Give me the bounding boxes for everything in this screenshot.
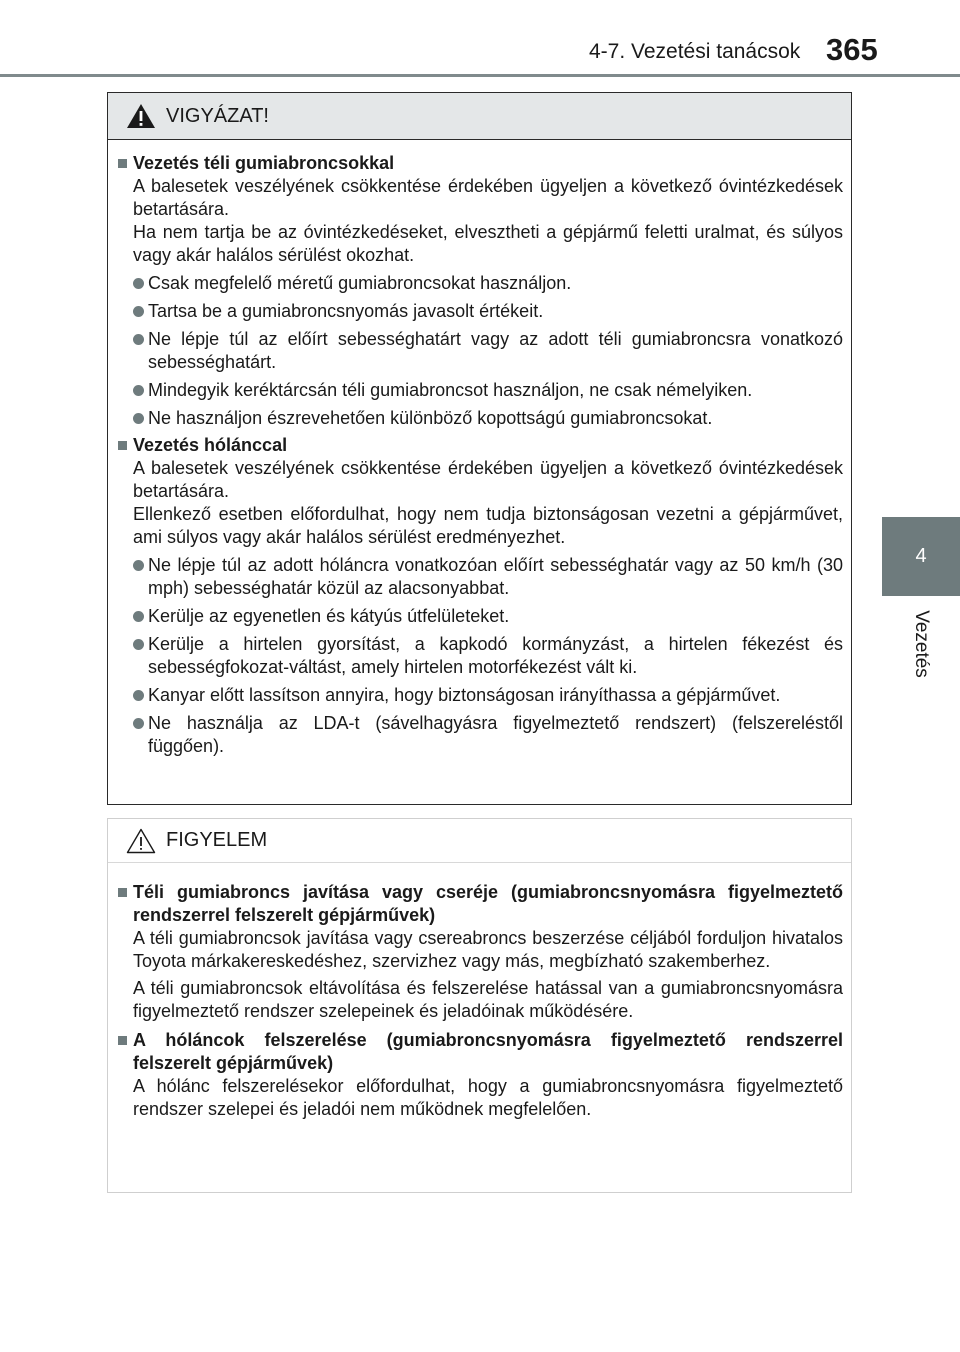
notice-box — [107, 818, 852, 1193]
warning-box-header — [108, 93, 851, 140]
section-heading: Téli gumiabroncs javítása vagy cseréje (gumiabroncsnyomásra figyelmeztető rendszerrel felszerelt gépjárművek) — [118, 881, 843, 927]
warning-triangle-outline-icon — [126, 828, 156, 854]
list-item: Tartsa be a gumiabroncsnyomás javasolt értékeit. — [118, 300, 843, 323]
paragraph: A balesetek veszélyének csökkentése érdekében ügyeljen a következő óvintézkedések betartására. — [133, 458, 843, 501]
square-bullet-icon — [118, 441, 127, 450]
notice-section — [118, 1029, 843, 1121]
header-divider — [0, 74, 960, 77]
warning-box — [107, 92, 852, 805]
square-bullet-icon — [118, 1036, 127, 1045]
section-heading: Vezetés hólánccal — [118, 434, 843, 457]
chapter-label: Vezetés — [910, 609, 932, 678]
list-item: Csak megfelelő méretű gumiabroncsokat használjon. — [118, 272, 843, 295]
circle-bullet-icon — [133, 718, 144, 729]
square-bullet-icon — [118, 159, 127, 168]
chapter-tab — [882, 517, 960, 596]
list-item: Kerülje az egyenetlen és kátyús útfelületeket. — [118, 605, 843, 628]
chapter-label-area — [882, 596, 960, 691]
warning-section — [118, 434, 843, 758]
list-item: Ne használja az LDA-t (sávelhagyásra figyelmeztető rendszert) (felszereléstől függően). — [118, 712, 843, 758]
paragraph: A hólánc felszerelésekor előfordulhat, hogy a gumiabroncsnyomásra figyelmeztető rendszer szelepei és jeladói nem működnek megfelelően. — [133, 1076, 843, 1119]
list-item: Ne használjon észrevehetően különböző kopottságú gumiabroncsokat. — [118, 407, 843, 430]
list-item: Kerülje a hirtelen gyorsítást, a kapkodó kormányzást, a hirtelen fékezést és sebességfokozat-váltást, amely hirtelen motorfékezést vált ki. — [118, 633, 843, 679]
warning-box-body — [108, 140, 851, 758]
circle-bullet-icon — [133, 385, 144, 396]
circle-bullet-icon — [133, 690, 144, 701]
notice-section — [118, 881, 843, 1023]
section-title: 4-7. Vezetési tanácsok — [589, 40, 801, 63]
circle-bullet-icon — [133, 611, 144, 622]
warning-box-title: VIGYÁZAT! — [166, 104, 269, 127]
list-item: Ne lépje túl az előírt sebességhatárt vagy az adott téli gumiabroncsra vonatkozó sebességhatárt. — [118, 328, 843, 374]
circle-bullet-icon — [133, 639, 144, 650]
warning-section — [118, 152, 843, 430]
list-item: Ne lépje túl az adott hóláncra vonatkozóan előírt sebességhatár vagy az 50 km/h (30 mph) sebességhatár közül az alacsonyabbat. — [118, 554, 843, 600]
circle-bullet-icon — [133, 413, 144, 424]
section-heading: Vezetés téli gumiabroncsokkal — [118, 152, 843, 175]
square-bullet-icon — [118, 888, 127, 897]
notice-box-body — [108, 863, 851, 1121]
paragraph: A téli gumiabroncsok eltávolítása és felszerelése hatással van a gumiabroncsnyomásra figyelmeztető rendszer szelepeinek és jeladóinak működésére. — [133, 978, 843, 1021]
page-number: 365 — [826, 32, 878, 67]
section-heading: A hóláncok felszerelése (gumiabroncsnyomásra figyelmeztető rendszerrel felszerelt gépjárművek) — [118, 1029, 843, 1075]
list-item: Mindegyik keréktárcsán téli gumiabroncsot használjon, ne csak némelyiken. — [118, 379, 843, 402]
paragraph: Ha nem tartja be az óvintézkedéseket, elvesztheti a gépjármű feletti uralmat, és súlyos vagy akár halálos sérülést okozhat. — [133, 222, 843, 265]
circle-bullet-icon — [133, 560, 144, 571]
paragraph: A balesetek veszélyének csökkentése érdekében ügyeljen a következő óvintézkedések betartására. — [133, 176, 843, 219]
circle-bullet-icon — [133, 334, 144, 345]
chapter-number: 4 — [915, 545, 927, 567]
paragraph: Ellenkező esetben előfordulhat, hogy nem tudja biztonságosan vezetni a gépjárművet, ami súlyos vagy akár halálos sérülést eredményezhet. — [133, 504, 843, 547]
warning-triangle-icon — [126, 103, 156, 129]
circle-bullet-icon — [133, 278, 144, 289]
paragraph: A téli gumiabroncsok javítása vagy csereabroncs beszerzése céljából forduljon hivatalos Toyota márkakereskedéshez, szervizhez vagy más, megbízható szakemberhez. — [133, 928, 843, 971]
notice-box-header — [108, 819, 851, 863]
list-item: Kanyar előtt lassítson annyira, hogy biztonságosan irányíthassa a gépjárművet. — [118, 684, 843, 707]
circle-bullet-icon — [133, 306, 144, 317]
notice-box-title: FIGYELEM — [166, 829, 268, 851]
